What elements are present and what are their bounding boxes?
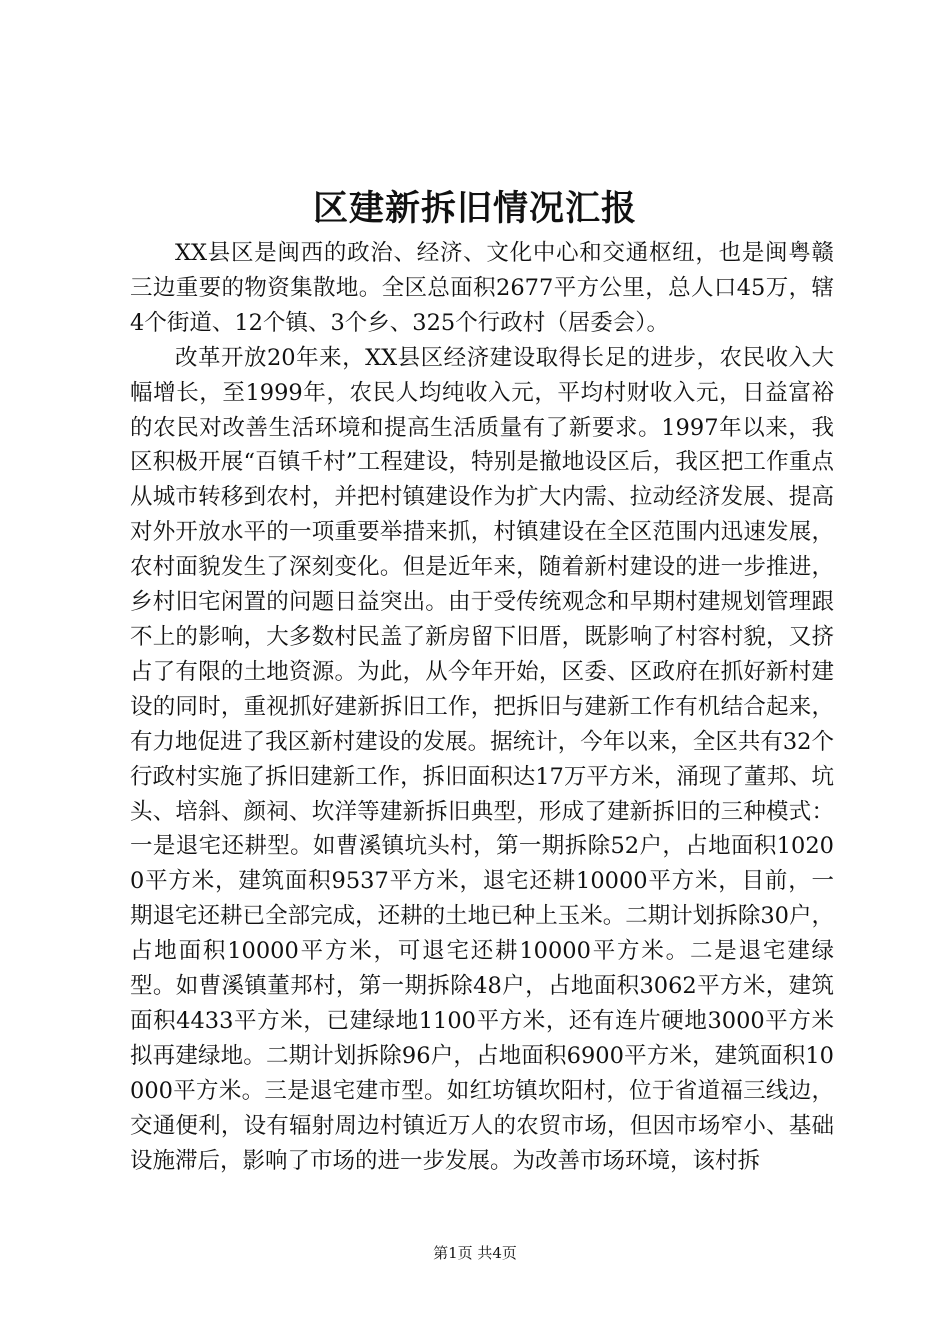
document-title: 区建新拆旧情况汇报 <box>312 188 637 229</box>
page-footer: 第1页 共4页 <box>433 1244 517 1262</box>
paragraph-main: 改革开放20年来，XX县区经济建设取得长足的进步，农民收入大幅增长，至1999年，农民人均纯收入元，平均村财收入元，日益富裕的农民对改善生活环境和提高生活质量有了新要求。1997年以来，我区积极开展“百镇千村”工程建设，特别是撤地设区后，我区把工作重点从城市转移到农村，并把村镇建设作为扩大内需、拉动经济发展、提高对外开放水平的一项重要举措来抓，村镇建设在全区范围内迅速发展，农村面貌发生了深刻变化。但是近年来，随着新村建设的进一步推进，乡村旧宅闲置的问题日益突出。由于受传统观念和早期村建规划管理跟不上的影响，大多数村民盖了新房留下旧厝，既影响了村容村貌，又挤占了有限的土地资源。为此，从今年开始，区委、区政府在抓好新村建设的同时，重视抓好建新拆旧工作，把拆旧与建新工作有机结合起来，有力地促进了我区新村建设的发展。据统计，今年以来，全区共有32个行政村实施了拆旧建新工作，拆旧面积达17万平方米，涌现了董邦、坑头、培斜、颜祠、坎洋等建新拆旧典型，形成了建新拆旧的三种模式：一是退宅还耕型。如曹溪镇坑头村，第一期拆除52户，占地面积10200平方米，建筑面积9537平方米，退宅还耕10000平方米，目前，一期退宅还耕已全部完成，还耕的土地已种上玉米。二期计划拆除30户，占地面积10000平方米，可退宅还耕10000平方米。二是退宅建绿型。如曹溪镇董邦村，第一期拆除48户，占地面积3062平方米，建筑面积4433平方米，已建绿地1100平方米，还有连片硬地3000平方米拟再建绿地。二期计划拆除96户，占地面积6900平方米，建筑面积10000平方米。三是退宅建市型。如红坊镇坎阳村，位于省道福三线边，交通便利，设有辐射周边村镇近万人的农贸市场，但因市场窄小、基础设施滞后，影响了市场的进一步发展。为改善市场环境，该村拆 <box>130 344 834 1174</box>
paragraph-intro: XX县区是闽西的政治、经济、文化中心和交通枢纽，也是闽粤赣三边重要的物资集散地。全区总面积2677平方公里，总人口45万，辖4个街道、12个镇、3个乡、325个行政村（居委会）。 <box>130 240 834 336</box>
document-body <box>130 236 834 1178</box>
